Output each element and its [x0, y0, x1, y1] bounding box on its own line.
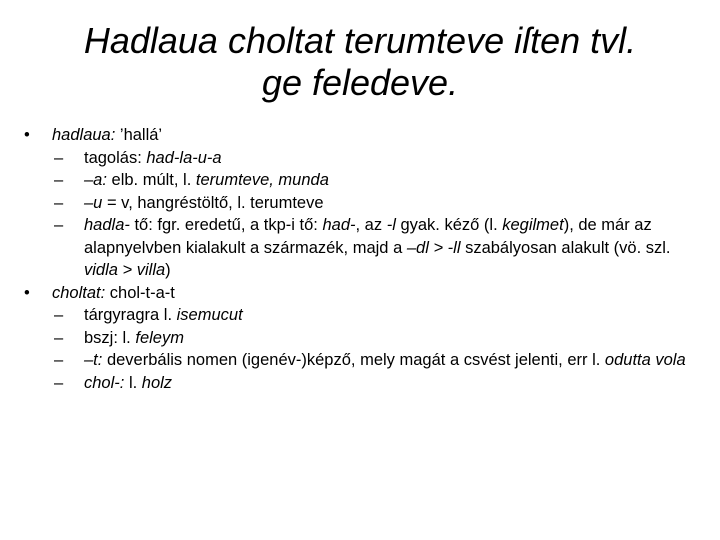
dash-marker: – — [54, 171, 64, 189]
bullet-item-hadlaua — [22, 124, 702, 147]
dash-marker: – — [54, 306, 64, 324]
sub-item-text: tárgyragra l. isemucut — [84, 306, 243, 324]
bullet-item-choltat — [22, 282, 702, 305]
sub-item-text: hadla- tő: fgr. eredetű, a tkp-i tő: had-, az -l gyak. kéző (l. kegilmet), de már az alapnyelvben kialakult a származék, majd a –dl > -ll szabályosan alakult (vö. szl. vidla > villa) — [84, 216, 671, 279]
dash-marker: – — [54, 216, 64, 234]
bullet-list — [22, 124, 702, 394]
sub-item-text: –a: elb. múlt, l. terumteve, munda — [84, 171, 329, 189]
sub-item — [22, 304, 702, 327]
sub-item — [22, 147, 702, 170]
sub-item-text: chol-: l. holz — [84, 373, 173, 392]
dash-marker: – — [54, 351, 64, 369]
dash-marker: – — [54, 373, 64, 392]
sub-item — [22, 372, 702, 395]
bullet-marker: • — [24, 283, 30, 302]
title-line-2: ge feledeve. — [261, 62, 459, 103]
sub-item-text: –u = v, hangréstöltő, l. terumteve — [84, 193, 324, 212]
sub-item — [22, 349, 702, 372]
slide-title — [36, 20, 684, 104]
bullet-marker: • — [24, 126, 30, 144]
title-line-1: Hadlaua choltat terumteve iſten tvl. — [83, 20, 637, 61]
sub-item — [22, 169, 702, 192]
sub-item-text: bszj: l. feleym — [84, 328, 184, 347]
dash-marker: – — [54, 148, 64, 167]
sub-item-text: –t: deverbális nomen (igenév-)képző, mely magát a csvést jelenti, err l. odutta vola — [84, 351, 686, 369]
bullet-text: choltat: chol-t-a-t — [52, 283, 175, 302]
sub-item — [22, 214, 702, 282]
dash-marker: – — [54, 193, 64, 212]
sub-item-text: tagolás: had-la-u-a — [84, 148, 222, 167]
sub-item — [22, 192, 702, 215]
dash-marker: – — [54, 328, 64, 347]
sub-item — [22, 327, 702, 350]
bullet-text: hadlaua: ’hallá’ — [52, 126, 163, 144]
